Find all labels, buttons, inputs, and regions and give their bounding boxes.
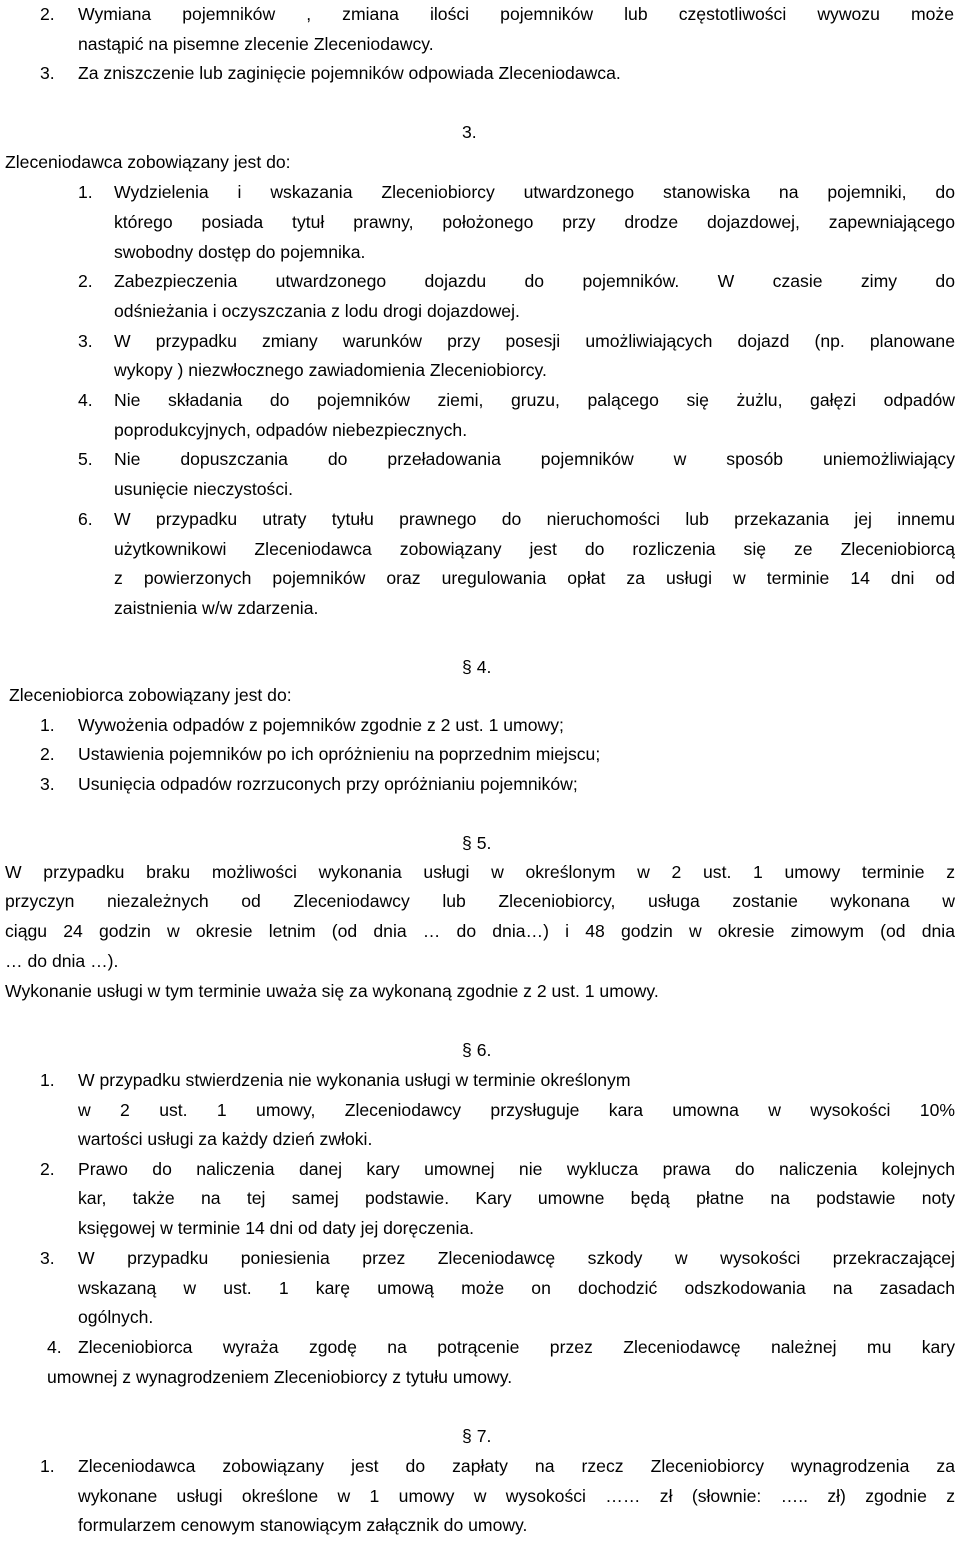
s3-item-2-line-2: odśnieżania i oczyszczania z lodu drogi dojazdowej. bbox=[114, 301, 520, 321]
s6-item-3-line-2: wskazaną w ust. 1 karę umową może on dochodzić odszkodowania na zasadach bbox=[78, 1278, 955, 1298]
s6-item-1-line-1: W przypadku stwierdzenia nie wykonania usługi w terminie określonym bbox=[78, 1070, 631, 1090]
s3-item-4-line-1: Nie składania do pojemników ziemi, gruzu, palącego się żużlu, gałęzi odpadów bbox=[114, 390, 955, 410]
s6-item-3-number: 3. bbox=[40, 1248, 55, 1268]
s5-line-4: … do dnia …). bbox=[5, 951, 119, 971]
s6-item-4-number: 4. bbox=[47, 1337, 62, 1357]
s6-item-2-line-2: kar, także na tej samej podstawie. Kary umowne będą płatne na podstawie noty bbox=[78, 1188, 955, 1208]
s4-item-2-number: 2. bbox=[40, 744, 55, 764]
s4-item-1-text: Wywożenia odpadów z pojemników zgodnie z 2 ust. 1 umowy; bbox=[78, 715, 564, 735]
s3-item-6-line-3: z powierzonych pojemników oraz uregulowania opłat za usługi w terminie 14 dni od bbox=[114, 568, 955, 588]
s7-item-1-line-3: formularzem cenowym stanowiącym załącznik do umowy. bbox=[78, 1515, 528, 1535]
s3-item-6-number: 6. bbox=[78, 509, 93, 529]
s3-item-4-number: 4. bbox=[78, 390, 93, 410]
s6-item-3-line-3: ogólnych. bbox=[78, 1307, 154, 1327]
s4-item-2-text: Ustawienia pojemników po ich opróżnieniu na poprzednim miejscu; bbox=[78, 744, 601, 764]
intro-item-2-number: 2. bbox=[40, 4, 55, 24]
s3-item-4-line-2: poprodukcyjnych, odpadów niebezpiecznych. bbox=[114, 420, 468, 440]
section-3-lead: Zleceniodawca zobowiązany jest do: bbox=[5, 152, 291, 172]
s3-item-2-line-1: Zabezpieczenia utwardzonego dojazdu do pojemników. W czasie zimy do bbox=[114, 271, 955, 291]
s6-item-2-line-3: księgowej w terminie 14 dni od daty jej doręczenia. bbox=[78, 1218, 475, 1238]
s5-line-5: Wykonanie usługi w tym terminie uważa się za wykonaną zgodnie z 2 ust. 1 umowy. bbox=[5, 981, 659, 1001]
s3-item-5-line-2: usunięcie nieczystości. bbox=[114, 479, 293, 499]
s7-item-1-line-2: wykonane usługi określone w 1 umowy w wysokości …… zł (słownie: ….. zł) zgodnie z bbox=[78, 1486, 955, 1506]
s4-item-3-number: 3. bbox=[40, 774, 55, 794]
s3-item-1-line-3: swobodny dostęp do pojemnika. bbox=[114, 242, 366, 262]
s6-item-4-line-2: umownej z wynagrodzeniem Zleceniobiorcy z tytułu umowy. bbox=[47, 1367, 513, 1387]
section-3-heading: 3. bbox=[462, 122, 477, 142]
s3-item-6-line-4: zaistnienia w/w zdarzenia. bbox=[114, 598, 319, 618]
section-4-heading: § 4. bbox=[462, 657, 492, 677]
s7-item-1-line-1: Zleceniodawca zobowiązany jest do zapłaty na rzecz Zleceniobiorcy wynagrodzenia za bbox=[78, 1456, 955, 1476]
s3-item-1-line-2: którego posiada tytuł prawny, położonego przy drodze dojazdowej, zapewniającego bbox=[114, 212, 955, 232]
section-5-heading: § 5. bbox=[462, 833, 492, 853]
s6-item-1-line-3: wartości usługi za każdy dzień zwłoki. bbox=[78, 1129, 373, 1149]
s4-item-3-text: Usunięcia odpadów rozrzuconych przy opróżnianiu pojemników; bbox=[78, 774, 578, 794]
s3-item-3-number: 3. bbox=[78, 331, 93, 351]
intro-item-2-line-2: nastąpić na pisemne zlecenie Zleceniodawcy. bbox=[78, 34, 434, 54]
s3-item-3-line-1: W przypadku zmiany warunków przy posesji umożliwiających dojazd (np. planowane bbox=[114, 331, 955, 351]
s3-item-6-line-1: W przypadku utraty tytułu prawnego do nieruchomości lub przekazania jej innemu bbox=[114, 509, 955, 529]
section-7-heading: § 7. bbox=[462, 1426, 492, 1446]
intro-item-2-line-1: Wymiana pojemników , zmiana ilości pojemników lub częstotliwości wywozu może bbox=[78, 4, 954, 24]
s3-item-6-line-2: użytkownikowi Zleceniodawca zobowiązany jest do rozliczenia się ze Zleceniobiorcą bbox=[114, 539, 955, 559]
intro-item-3-number: 3. bbox=[40, 63, 55, 83]
s3-item-3-line-2: wykopy ) niezwłocznego zawiadomienia Zleceniobiorcy. bbox=[114, 360, 547, 380]
s6-item-4-line-1: Zleceniobiorca wyraża zgodę na potrącenie przez Zleceniodawcę należnej mu kary bbox=[78, 1337, 955, 1357]
s5-line-2: przyczyn niezależnych od Zleceniodawcy lub Zleceniobiorcy, usługa zostanie wykonana w bbox=[5, 891, 955, 911]
s3-item-2-number: 2. bbox=[78, 271, 93, 291]
s4-item-1-number: 1. bbox=[40, 715, 55, 735]
s6-item-1-line-2: w 2 ust. 1 umowy, Zleceniodawcy przysługuje kara umowna w wysokości 10% bbox=[78, 1100, 955, 1120]
s3-item-1-line-1: Wydzielenia i wskazania Zleceniobiorcy utwardzonego stanowiska na pojemniki, do bbox=[114, 182, 955, 202]
s6-item-2-line-1: Prawo do naliczenia danej kary umownej nie wyklucza prawa do naliczenia kolejnych bbox=[78, 1159, 955, 1179]
s5-line-3: ciągu 24 godzin w okresie letnim (od dnia … do dnia…) i 48 godzin w okresie zimowym (od dnia bbox=[5, 921, 955, 941]
intro-item-3-text: Za zniszczenie lub zaginięcie pojemników odpowiada Zleceniodawca. bbox=[78, 63, 621, 83]
s7-item-1-number: 1. bbox=[40, 1456, 55, 1476]
s5-line-1: W przypadku braku możliwości wykonania usługi w określonym w 2 ust. 1 umowy terminie z bbox=[5, 862, 955, 882]
s6-item-1-number: 1. bbox=[40, 1070, 55, 1090]
section-6-heading: § 6. bbox=[462, 1040, 492, 1060]
s3-item-1-number: 1. bbox=[78, 182, 93, 202]
s3-item-5-line-1: Nie dopuszczania do przeładowania pojemników w sposób uniemożliwiający bbox=[114, 449, 955, 469]
s3-item-5-number: 5. bbox=[78, 449, 93, 469]
s6-item-3-line-1: W przypadku poniesienia przez Zleceniodawcę szkody w wysokości przekraczającej bbox=[78, 1248, 955, 1268]
section-4-lead: Zleceniobiorca zobowiązany jest do: bbox=[9, 685, 292, 705]
s6-item-2-number: 2. bbox=[40, 1159, 55, 1179]
